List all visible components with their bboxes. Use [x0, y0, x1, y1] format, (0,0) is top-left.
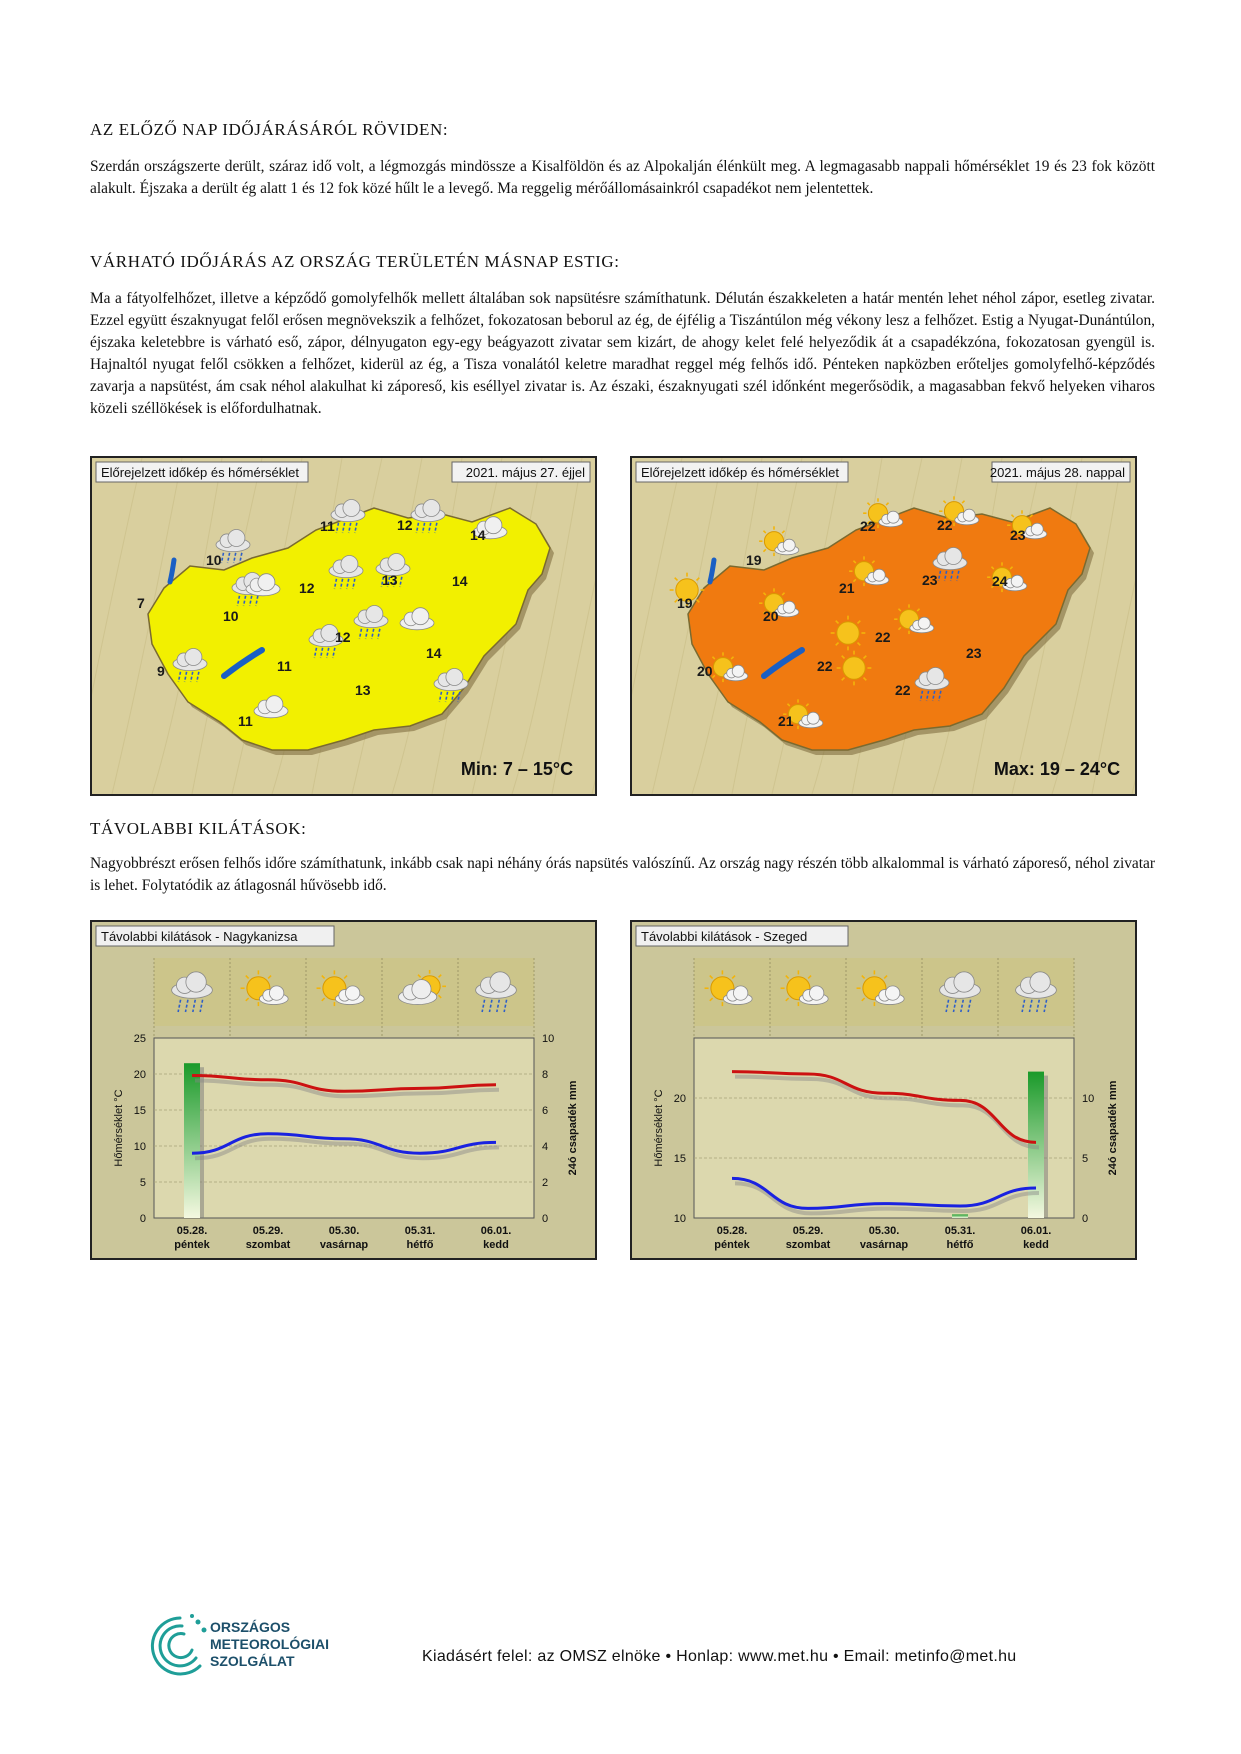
- x-tick-label: 05.29.: [792, 1225, 824, 1237]
- x-tick-label: 06.01.: [1020, 1225, 1052, 1237]
- paragraph-previous-day: Szerdán országszerte derült, száraz idő volt, a légmozgás mindössze a Kisalföldön és az Alpokalján élénkült meg. A legmagasabb nappali hőmérséklet 19 és 23 fok között alakult. Éjszaka a derült ég alatt 1 és 12 fok közé hűlt le a levegő. Ma reggelig mérőállomásainkról csapadékot nem jelentettek.: [90, 158, 1155, 197]
- map-temperature: 10: [206, 552, 222, 568]
- map-temperature: 14: [452, 573, 468, 589]
- x-tick-label: 05.31.: [404, 1225, 436, 1237]
- x-day-label: vasárnap: [859, 1239, 909, 1251]
- y2-tick-label: 4: [542, 1141, 549, 1153]
- logo-text-line-3: SZOLGÁLAT: [210, 1653, 295, 1669]
- y2-tick-label: 10: [542, 1033, 555, 1045]
- y2-tick-label: 5: [1082, 1153, 1089, 1165]
- map-temperature: 19: [677, 595, 693, 611]
- x-day-label: péntek: [714, 1239, 750, 1251]
- map-summary: Min: 7 – 15°C: [460, 759, 574, 779]
- forecast-map-day: [630, 456, 1137, 796]
- y2-tick-label: 10: [1082, 1093, 1095, 1105]
- y-axis-label: Hőmérséklet °C: [113, 1089, 125, 1167]
- logo-text-line-2: METEOROLÓGIAI: [210, 1636, 329, 1652]
- x-tick-label: 05.28.: [716, 1225, 748, 1237]
- map-temperature: 13: [382, 572, 398, 588]
- map-temperature: 23: [966, 645, 982, 661]
- map-temperature: 21: [778, 713, 794, 729]
- map-date: 2021. május 28. nappal: [989, 465, 1125, 480]
- map-temperature: 22: [860, 518, 876, 534]
- map-temperature: 22: [817, 658, 833, 674]
- chart-title: Távolabbi kilátások - Szeged: [641, 929, 808, 944]
- y-tick-label: 5: [139, 1177, 146, 1189]
- x-day-label: péntek: [174, 1239, 210, 1251]
- map-temperature: 11: [238, 713, 253, 729]
- map-temperature: 22: [937, 517, 953, 533]
- map-temperature: 21: [839, 580, 855, 596]
- map-temperature: 10: [223, 608, 239, 624]
- map-title: Előrejelzett időkép és hőmérséklet: [641, 465, 839, 480]
- y-tick-label: 10: [673, 1213, 686, 1225]
- y2-axis-label: 24ó csapadék mm: [567, 1080, 579, 1176]
- y2-tick-label: 0: [1082, 1213, 1089, 1225]
- precip-bar: [952, 1214, 968, 1218]
- map-temperature: 14: [470, 527, 486, 543]
- paragraph-forecast: Ma a fátyolfelhőzet, illetve a képződő gomolyfelhők mellett általában sok napsütésre számíthatunk. Délután északkeleten a határ mentén lehet néhol zápor, esetleg zivatar. Ezzel együtt északnyugat felől erősen megnövekszik a felhőzet, fokozatosan beborul az ég, de éjfélig a Tiszántúlon még vékony lesz a felhőzet. Estig a Nyugat-Dunántúlon, éjszaka keletebbre is várható eső, zápor, délnyugaton egy-egy beágyazott zivatar sem kizárt, de ahogy kelet felé helyeződik át a csapadékzóna, fokozatosan gyengül is. Hajnaltól nyugat felől csökken a felhőzet, kiderül az ég, a Tisza vonalától keletre maradhat reggel még felhős idő. Pénteken napközben erőteljes gomolyfelhő-képződés zavarja a napsütést, ám csak néhol alakulhat ki záporeső, kis eséllyel zivatar is. Az északi, északnyugati szél időnként megerősödik, a magasabban fekvő helyeken viharos közeli széllökések is előfordulhatnak.: [90, 290, 1155, 417]
- x-tick-label: 05.31.: [944, 1225, 976, 1237]
- map-temperature: 20: [697, 663, 713, 679]
- map-temperature: 24: [992, 573, 1008, 589]
- map-temperature: 22: [895, 682, 911, 698]
- map-temperature: 19: [746, 552, 762, 568]
- map-temperature: 12: [335, 629, 351, 645]
- section-title-previous-day: AZ ELŐZŐ NAP IDŐJÁRÁSÁRÓL RÖVIDEN:: [90, 120, 449, 139]
- map-temperature: 11: [320, 518, 335, 534]
- map-temperature: 11: [277, 658, 292, 674]
- map-title: Előrejelzett időkép és hőmérséklet: [101, 465, 299, 480]
- outlook-chart-szeged: [630, 920, 1137, 1260]
- x-tick-label: 05.28.: [176, 1225, 208, 1237]
- x-day-label: vasárnap: [319, 1239, 369, 1251]
- footer-imprint: Kiadásért felel: az OMSZ elnöke • Honlap: www.met.hu • Email: metinfo@met.hu: [422, 1648, 1017, 1665]
- y2-tick-label: 6: [542, 1105, 549, 1117]
- x-day-label: szombat: [785, 1239, 831, 1251]
- y-tick-label: 15: [673, 1153, 686, 1165]
- chart-title: Távolabbi kilátások - Nagykanizsa: [101, 929, 298, 944]
- y-tick-label: 0: [139, 1213, 146, 1225]
- y-tick-label: 10: [133, 1141, 146, 1153]
- map-temperature: 12: [299, 580, 315, 596]
- map-summary: Max: 19 – 24°C: [993, 759, 1121, 779]
- map-temperature: 23: [1010, 527, 1026, 543]
- x-day-label: kedd: [483, 1239, 509, 1251]
- logo-text-line-1: ORSZÁGOS: [210, 1619, 291, 1635]
- x-tick-label: 05.29.: [252, 1225, 284, 1237]
- forecast-map-night: [90, 456, 597, 796]
- map-temperature: 20: [763, 608, 779, 624]
- y-tick-label: 25: [133, 1033, 146, 1045]
- y-tick-label: 20: [673, 1093, 686, 1105]
- map-temperature: 7: [137, 595, 145, 611]
- x-day-label: hétfő: [946, 1239, 974, 1251]
- map-temperature: 9: [157, 663, 165, 679]
- omsz-logo: [142, 1608, 342, 1684]
- x-tick-label: 05.30.: [328, 1225, 360, 1237]
- y2-tick-label: 8: [542, 1069, 549, 1081]
- paragraph-outlook: Nagyobbrészt erősen felhős időre számíthatunk, inkább csak napi néhány órás napsütés valószínű. Az ország nagy részén több alkalommal is várható záporeső, néhol zivatar is lehet. Folytatódik az átlagosnál hűvösebb idő.: [90, 855, 1155, 894]
- x-day-label: szombat: [245, 1239, 291, 1251]
- y-axis-label: Hőmérséklet °C: [653, 1089, 665, 1167]
- x-day-label: kedd: [1023, 1239, 1049, 1251]
- x-day-label: hétfő: [406, 1239, 434, 1251]
- section-title-forecast: VÁRHATÓ IDŐJÁRÁS AZ ORSZÁG TERÜLETÉN MÁSNAP ESTIG:: [90, 252, 620, 271]
- map-temperature: 23: [922, 572, 938, 588]
- section-title-outlook: TÁVOLABBI KILÁTÁSOK:: [90, 819, 307, 838]
- x-tick-label: 05.30.: [868, 1225, 900, 1237]
- x-tick-label: 06.01.: [480, 1225, 512, 1237]
- map-temperature: 12: [397, 517, 413, 533]
- y-tick-label: 15: [133, 1105, 146, 1117]
- precip-bar: [184, 1063, 200, 1218]
- y2-axis-label: 24ó csapadék mm: [1107, 1080, 1119, 1176]
- map-date: 2021. május 27. éjjel: [465, 465, 585, 480]
- y2-tick-label: 0: [542, 1213, 549, 1225]
- y2-tick-label: 2: [542, 1177, 549, 1189]
- map-temperature: 13: [355, 682, 371, 698]
- outlook-chart-nagykanizsa: [90, 920, 597, 1260]
- y-tick-label: 20: [133, 1069, 146, 1081]
- map-temperature: 22: [875, 629, 891, 645]
- map-temperature: 14: [426, 645, 442, 661]
